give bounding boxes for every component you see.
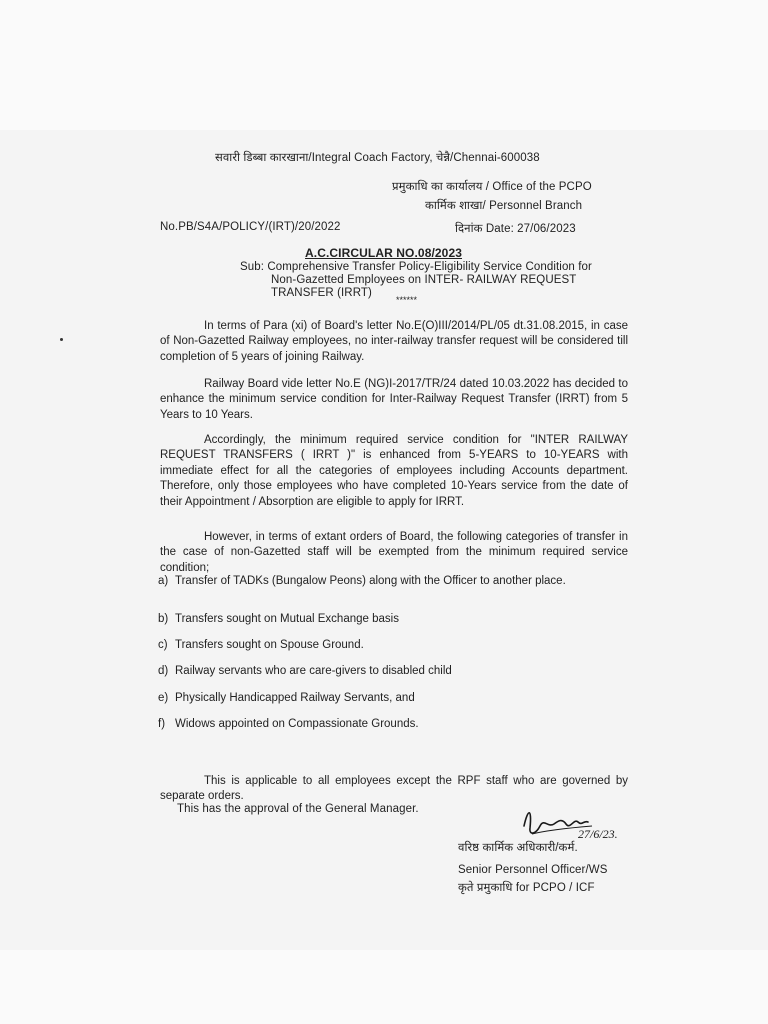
separator-stars: ****** bbox=[396, 295, 418, 305]
list-item-marker: b) bbox=[158, 613, 169, 625]
scan-speck bbox=[60, 338, 63, 341]
paragraph-3: Accordingly, the minimum required service condition for "INTER RAILWAY REQUEST TRANSFERS ( IRRT )" is enhanced from 5-YEARS to 10-YEARS with immediate effect for all the categories of employees including Accounts department. Therefore, only those employees who have completed 10-Years service from the date of their Appointment / Absorption are eligible to apply for IRRT. bbox=[160, 433, 628, 508]
signatory-designation: Senior Personnel Officer/WS bbox=[458, 864, 608, 876]
paragraph-2: Railway Board vide letter No.E (NG)I-2017/TR/24 dated 10.03.2022 has decided to enhance the minimum service condition for Inter-Railway Request Transfer (IRRT) from 5 Years to 10 Years. bbox=[160, 377, 628, 421]
list-item-text: Transfers sought on Spouse Ground. bbox=[175, 639, 364, 651]
list-item bbox=[158, 612, 628, 627]
list-item-text: Railway servants who are care-givers to disabled child bbox=[175, 665, 452, 677]
signature-date: 27/6/23. bbox=[578, 827, 618, 841]
signatory-for-line: कृते प्रमुकाधि for PCPO / ICF bbox=[458, 882, 595, 894]
list-item-marker: d) bbox=[158, 665, 169, 677]
handwritten-signature bbox=[518, 804, 628, 844]
paragraph-5: This is applicable to all employees except the RPF staff who are governed by separate orders. bbox=[160, 774, 628, 802]
list-item-marker: e) bbox=[158, 692, 169, 704]
hindi-designation: वरिष्ठ कार्मिक अधिकारी/कर्म. bbox=[458, 842, 578, 854]
branch-line: कार्मिक शाखा/ Personnel Branch bbox=[425, 200, 583, 212]
paragraph-4: However, in terms of extant orders of Board, the following categories of transfer in the case of non-Gazetted staff will be exempted from the minimum required service condition; bbox=[160, 530, 628, 574]
list-item-marker: c) bbox=[158, 639, 168, 651]
office-line: प्रमुकाधि का कार्यालय / Office of the PCPO bbox=[392, 181, 592, 193]
subject-line-2: Non-Gazetted Employees on INTER- RAILWAY REQUEST bbox=[271, 274, 577, 286]
list-item-text: Transfer of TADKs (Bungalow Peons) along with the Officer to another place. bbox=[175, 575, 566, 587]
organisation-heading: सवारी डिब्बा कारखाना/Integral Coach Factory, चेन्नै/Chennai-600038 bbox=[215, 152, 540, 164]
list-item bbox=[158, 638, 628, 653]
circular-date: दिनांक Date: 27/06/2023 bbox=[455, 223, 576, 235]
circular-title: A.C.CIRCULAR NO.08/2023 bbox=[305, 246, 463, 260]
subject-line-3: TRANSFER (IRRT) bbox=[271, 287, 372, 299]
paragraph-1: In terms of Para (xi) of Board's letter No.E(O)III/2014/PL/05 dt.31.08.2015, in case of Non-Gazetted Railway employees, no inter-railway transfer request will be considered till completion of 5 years of joining Railway. bbox=[160, 319, 628, 363]
list-item-text: Physically Handicapped Railway Servants, and bbox=[175, 692, 415, 704]
reference-number: No.PB/S4A/POLICY/(IRT)/20/2022 bbox=[160, 221, 341, 233]
list-item-marker: f) bbox=[158, 718, 166, 730]
subject-line-1: Sub: Comprehensive Transfer Policy-Eligibility Service Condition for bbox=[240, 261, 592, 273]
list-item bbox=[158, 664, 628, 679]
list-item bbox=[158, 574, 628, 589]
paragraph-6: This has the approval of the General Manager. bbox=[177, 803, 419, 815]
list-item bbox=[158, 717, 628, 732]
list-item-text: Widows appointed on Compassionate Grounds. bbox=[175, 718, 419, 730]
list-item-text: Transfers sought on Mutual Exchange basis bbox=[175, 613, 399, 625]
list-item-marker: a) bbox=[158, 575, 169, 587]
subject bbox=[240, 261, 630, 300]
list-item bbox=[158, 691, 628, 706]
